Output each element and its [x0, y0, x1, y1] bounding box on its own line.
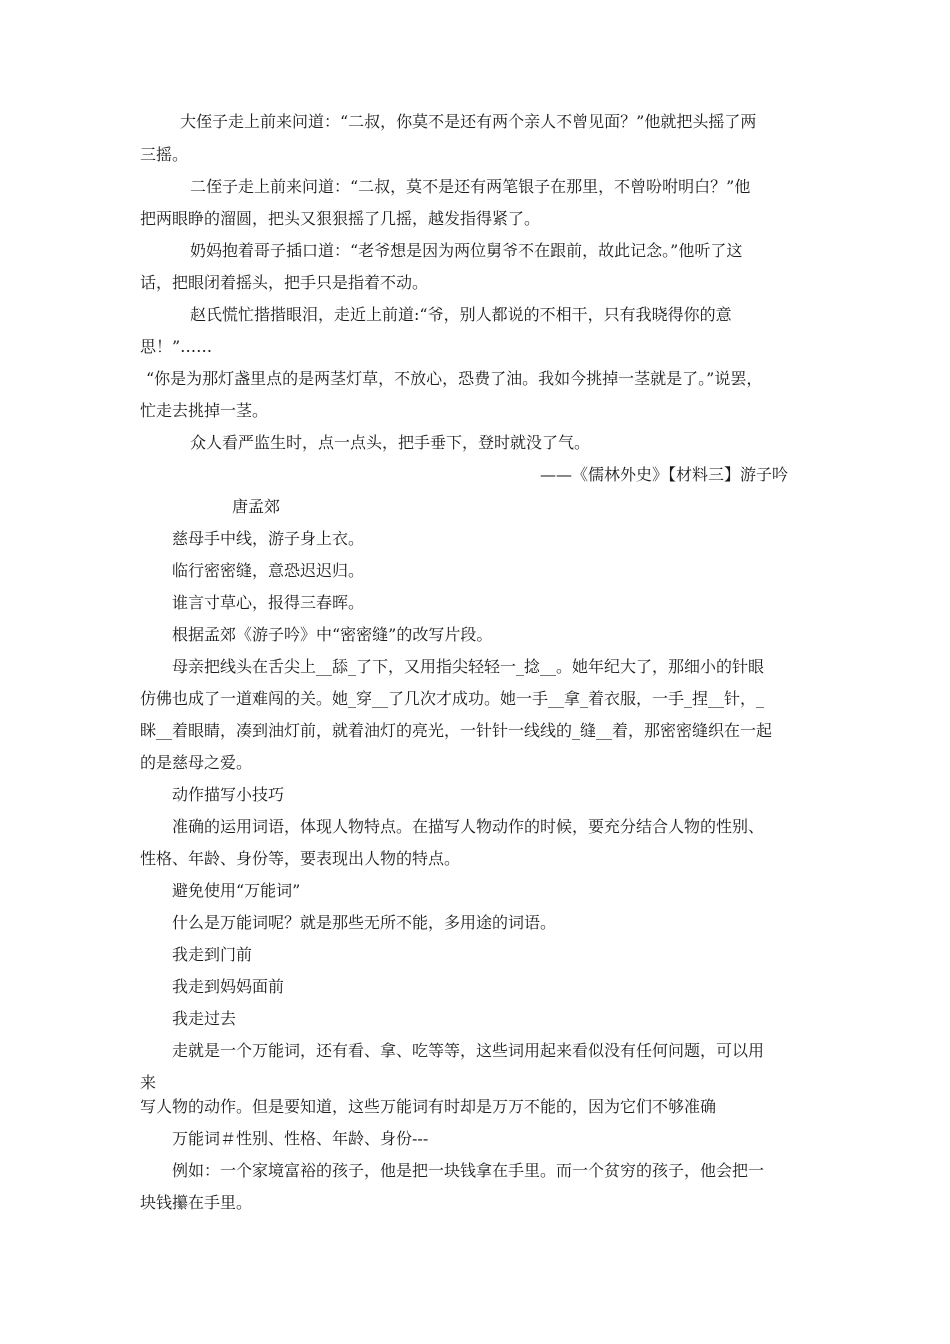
text-line: 把两眼睁的溜圆，把头又狠狠摇了几摇，越发指得紧了。 — [140, 209, 541, 228]
poem-line-2: 临行密密缝，意恐迟迟归。 — [172, 561, 365, 580]
text-line: 性格、年龄、身份等，要表现出人物的特点。 — [140, 849, 461, 868]
text-line: 块钱攥在手里。 — [140, 1193, 253, 1212]
text-line: 忙走去挑掉一茎。 — [140, 401, 269, 420]
section-heading: 避免使用“万能词” — [172, 881, 301, 900]
section-heading: 动作描写小技巧 — [172, 785, 285, 804]
text-line: 众人看严监生时，点一点头，把手垂下，登时就没了气。 — [190, 433, 591, 452]
text-line-dialogue-nephew-1: 大侄子走上前来问道：“二叔，你莫不是还有两个亲人不曾见面？”他就把头摇了两 — [180, 112, 757, 131]
text-line: 万能词＃性别、性格、年龄、身份--- — [172, 1129, 429, 1148]
poem-line-1: 慈母手中线，游子身上衣。 — [172, 529, 365, 548]
text-line-dialogue-nephew-2: 二侄子走上前来问道：“二叔，莫不是还有两笔银子在那里，不曾吩咐明白？”他 — [190, 177, 751, 196]
example-line: 我走到妈妈面前 — [172, 977, 285, 996]
text-line: 走就是一个万能词，还有看、拿、吃等等，这些词用起来看似没有任何问题，可以用 — [172, 1041, 765, 1060]
text-line: 眯__着眼睛，凑到油灯前，就着油灯的亮光，一针针一线线的_缝__着，那密密缝织在一起 — [140, 721, 773, 740]
section-heading: 根据孟郊《游子吟》中“密密缝”的改写片段。 — [172, 625, 493, 644]
text-line: 母亲把线头在舌尖上__舔_了下，又用指尖轻轻一_捻__。她年纪大了，那细小的针眼 — [172, 657, 765, 676]
text-line-dialogue-nurse: 奶妈抱着哥子插口道：“老爷想是因为两位舅爷不在跟前，故此记念。”他听了这 — [190, 241, 743, 260]
text-line: 思！”…… — [140, 337, 213, 356]
example-line: 我走过去 — [172, 1009, 237, 1028]
text-line: 仿佛也成了一道难闯的关。她_穿__了几次才成功。她一手__拿_着衣服，一手_捏__针，_ — [140, 689, 765, 708]
text-line: 准确的运用词语，体现人物特点。在描写人物动作的时候，要充分结合人物的性别、 — [172, 817, 765, 836]
text-line-dialogue-zhao: 赵氏慌忙揩揩眼泪，走近上前道:“爷，别人都说的不相干，只有我晓得你的意 — [190, 305, 732, 324]
text-line: 三摇。 — [140, 145, 189, 164]
text-line: 的是慈母之爱。 — [140, 753, 253, 772]
text-line: 话，把眼闭着摇头，把手只是指着不动。 — [140, 273, 429, 292]
text-line: 例如：一个家境富裕的孩子，他是把一块钱拿在手里。而一个贫穷的孩子，他会把一 — [172, 1161, 765, 1180]
text-line: 写人物的动作。但是要知道，这些万能词有时却是万万不能的，因为它们不够准确 — [140, 1097, 717, 1116]
example-line: 我走到门前 — [172, 945, 253, 964]
text-line: 什么是万能词呢？就是那些无所不能，多用途的词语。 — [172, 913, 557, 932]
text-line: “你是为那灯盏里点的是两茎灯草，不放心，恐费了油。我如今挑掉一茎就是了。”说罢， — [146, 369, 763, 388]
source-citation: ——《儒林外史》【材料三】游子吟 — [540, 465, 789, 484]
poem-author: 唐孟郊 — [232, 497, 281, 516]
text-line: 来 — [140, 1073, 157, 1092]
poem-line-3: 谁言寸草心，报得三春晖。 — [172, 593, 365, 612]
